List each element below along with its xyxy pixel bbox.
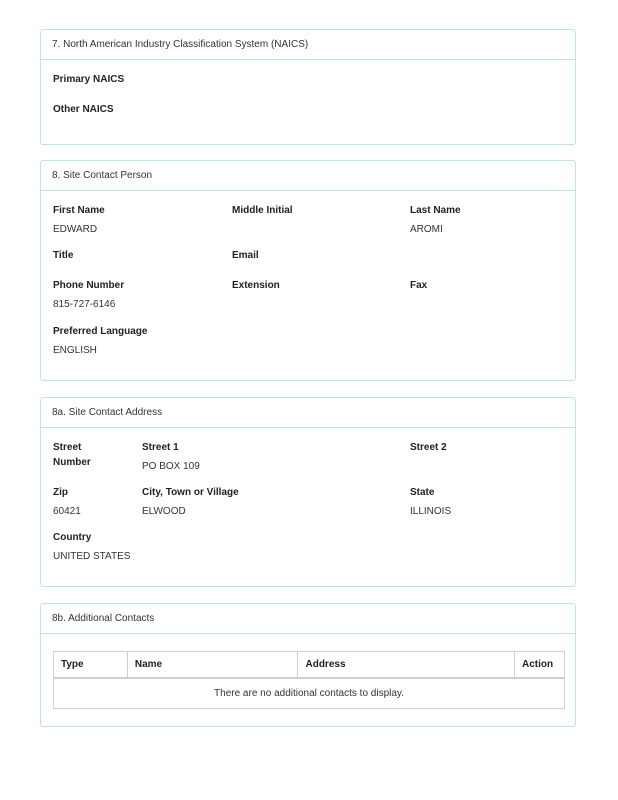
middle-initial-label: Middle Initial [232,205,293,216]
additional-contacts-panel [40,603,576,727]
street1-value: PO BOX 109 [142,461,200,472]
site-contact-address-panel-title: 8a. Site Contact Address [41,398,575,428]
state-label: State [410,487,435,498]
extension-label: Extension [232,280,280,291]
naics-panel [40,29,576,145]
street-number-label-line2: Number [53,457,91,468]
column-header-name[interactable]: Name [127,652,298,678]
preferred-language-label: Preferred Language [53,326,148,337]
email-label: Email [232,250,259,261]
country-label: Country [53,532,92,543]
phone-number-label: Phone Number [53,280,125,291]
additional-contacts-panel-title: 8b. Additional Contacts [41,604,575,634]
state-value: ILLINOIS [410,506,452,517]
phone-number-value: 815-727-6146 [53,299,116,310]
city-value: ELWOOD [142,506,186,517]
column-header-action[interactable]: Action [514,652,564,678]
street-number-label [53,440,91,470]
primary-naics-label: Primary NAICS [53,74,125,85]
additional-contacts-table [53,651,565,709]
street1-label: Street 1 [142,442,179,453]
first-name-label: First Name [53,205,105,216]
naics-panel-title: 7. North American Industry Classification System (NAICS) [41,30,575,60]
site-contact-panel [40,160,576,381]
column-header-type[interactable]: Type [54,652,128,678]
title-label: Title [53,250,74,261]
empty-table-message: There are no additional contacts to display. [54,678,565,709]
table-header-row [54,652,565,678]
column-header-address[interactable]: Address [298,652,515,678]
zip-label: Zip [53,487,68,498]
site-contact-address-panel [40,397,576,587]
country-value: UNITED STATES [53,551,131,562]
last-name-label: Last Name [410,205,461,216]
table-row [54,678,565,709]
street-number-label-line1: Street [53,442,82,453]
site-contact-panel-title: 8. Site Contact Person [41,161,575,191]
city-label: City, Town or Village [142,487,239,498]
first-name-value: EDWARD [53,224,98,235]
last-name-value: AROMI [410,224,443,235]
fax-label: Fax [410,280,428,291]
preferred-language-value: ENGLISH [53,345,97,356]
zip-value: 60421 [53,506,81,517]
street2-label: Street 2 [410,442,447,453]
other-naics-label: Other NAICS [53,104,114,115]
